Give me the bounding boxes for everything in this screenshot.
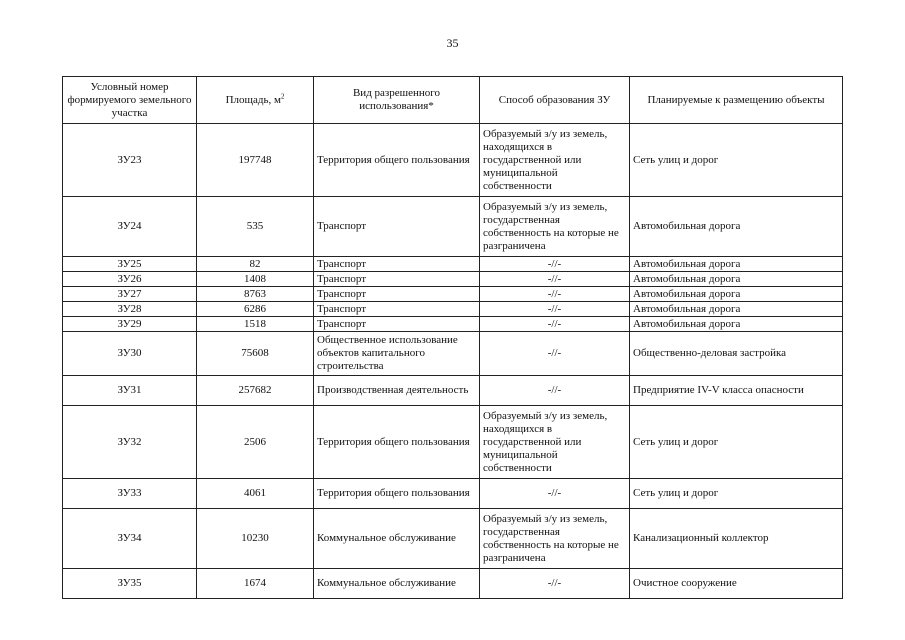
table-row [63,406,843,479]
cell-permitted-use: Территория общего пользования [314,479,480,509]
cell-planned-objects: Сеть улиц и дорог [630,479,843,509]
cell-planned-objects: Сеть улиц и дорог [630,406,843,479]
cell-permitted-use: Производственная деятельность [314,376,480,406]
table-row [63,197,843,257]
cell-plot-number: ЗУ31 [63,376,197,406]
cell-area: 10230 [197,509,314,569]
cell-formation-method: -//- [480,569,630,599]
cell-area: 1408 [197,272,314,287]
table-row [63,124,843,197]
cell-permitted-use: Территория общего пользования [314,406,480,479]
table-row [63,569,843,599]
table-row [63,287,843,302]
cell-plot-number: ЗУ26 [63,272,197,287]
header-planned-objects: Планируемые к размещению объекты [630,77,843,124]
cell-formation-method: -//- [480,302,630,317]
page-number: 35 [446,36,459,50]
cell-planned-objects: Очистное сооружение [630,569,843,599]
cell-planned-objects: Автомобильная дорога [630,317,843,332]
header-area-text: Площадь, м [225,93,281,106]
cell-plot-number: ЗУ28 [63,302,197,317]
cell-area: 1518 [197,317,314,332]
cell-formation-method: -//- [480,376,630,406]
cell-formation-method: Образуемый з/у из земель, находящихся в государственной или муниципальной собственности [480,406,630,479]
cell-planned-objects: Автомобильная дорога [630,197,843,257]
cell-planned-objects: Автомобильная дорога [630,257,843,272]
cell-area: 75608 [197,332,314,376]
cell-plot-number: ЗУ23 [63,124,197,197]
land-plots-table [62,76,843,599]
header-permitted-use: Вид разрешенного использования* [314,77,480,124]
cell-formation-method: -//- [480,317,630,332]
cell-formation-method: -//- [480,287,630,302]
header-area-unit-sup: 2 [280,91,285,100]
cell-planned-objects: Предприятие IV-V класса опасности [630,376,843,406]
cell-plot-number: ЗУ24 [63,197,197,257]
header-formation-method: Способ образования ЗУ [480,77,630,124]
table-row [63,257,843,272]
table-body [63,124,843,599]
cell-plot-number: ЗУ35 [63,569,197,599]
cell-permitted-use: Транспорт [314,272,480,287]
cell-permitted-use: Транспорт [314,302,480,317]
cell-area: 1674 [197,569,314,599]
cell-permitted-use: Транспорт [314,287,480,302]
cell-planned-objects: Автомобильная дорога [630,302,843,317]
cell-formation-method: -//- [480,479,630,509]
cell-plot-number: ЗУ25 [63,257,197,272]
table-row [63,376,843,406]
header-area [197,77,314,124]
cell-formation-method: -//- [480,332,630,376]
cell-plot-number: ЗУ34 [63,509,197,569]
cell-planned-objects: Общественно-деловая застройка [630,332,843,376]
table-row [63,332,843,376]
cell-permitted-use: Общественное использование объектов капитального строительства [314,332,480,376]
cell-plot-number: ЗУ29 [63,317,197,332]
cell-area: 8763 [197,287,314,302]
table-row [63,272,843,287]
cell-plot-number: ЗУ32 [63,406,197,479]
cell-area: 197748 [197,124,314,197]
cell-area: 82 [197,257,314,272]
cell-permitted-use: Коммунальное обслуживание [314,509,480,569]
cell-area: 535 [197,197,314,257]
cell-planned-objects: Автомобильная дорога [630,287,843,302]
cell-permitted-use: Территория общего пользования [314,124,480,197]
header-plot-number: Условный номер формируемого земельного участка [63,77,197,124]
cell-formation-method: Образуемый з/у из земель, находящихся в государственной или муниципальной собственности [480,124,630,197]
cell-plot-number: ЗУ33 [63,479,197,509]
cell-planned-objects: Сеть улиц и дорог [630,124,843,197]
table-row [63,302,843,317]
cell-planned-objects: Канализационный коллектор [630,509,843,569]
cell-permitted-use: Транспорт [314,197,480,257]
cell-plot-number: ЗУ30 [63,332,197,376]
cell-planned-objects: Автомобильная дорога [630,272,843,287]
table-row [63,479,843,509]
cell-formation-method: -//- [480,257,630,272]
table-row [63,509,843,569]
cell-formation-method: Образуемый з/у из земель, государственная собственность на которые не разграничена [480,509,630,569]
cell-area: 4061 [197,479,314,509]
cell-permitted-use: Транспорт [314,257,480,272]
cell-formation-method: Образуемый з/у из земель, государственная собственность на которые не разграничена [480,197,630,257]
cell-permitted-use: Коммунальное обслуживание [314,569,480,599]
table-header-row [63,77,843,124]
cell-formation-method: -//- [480,272,630,287]
cell-area: 6286 [197,302,314,317]
table-row [63,317,843,332]
cell-permitted-use: Транспорт [314,317,480,332]
cell-plot-number: ЗУ27 [63,287,197,302]
cell-area: 257682 [197,376,314,406]
cell-area: 2506 [197,406,314,479]
